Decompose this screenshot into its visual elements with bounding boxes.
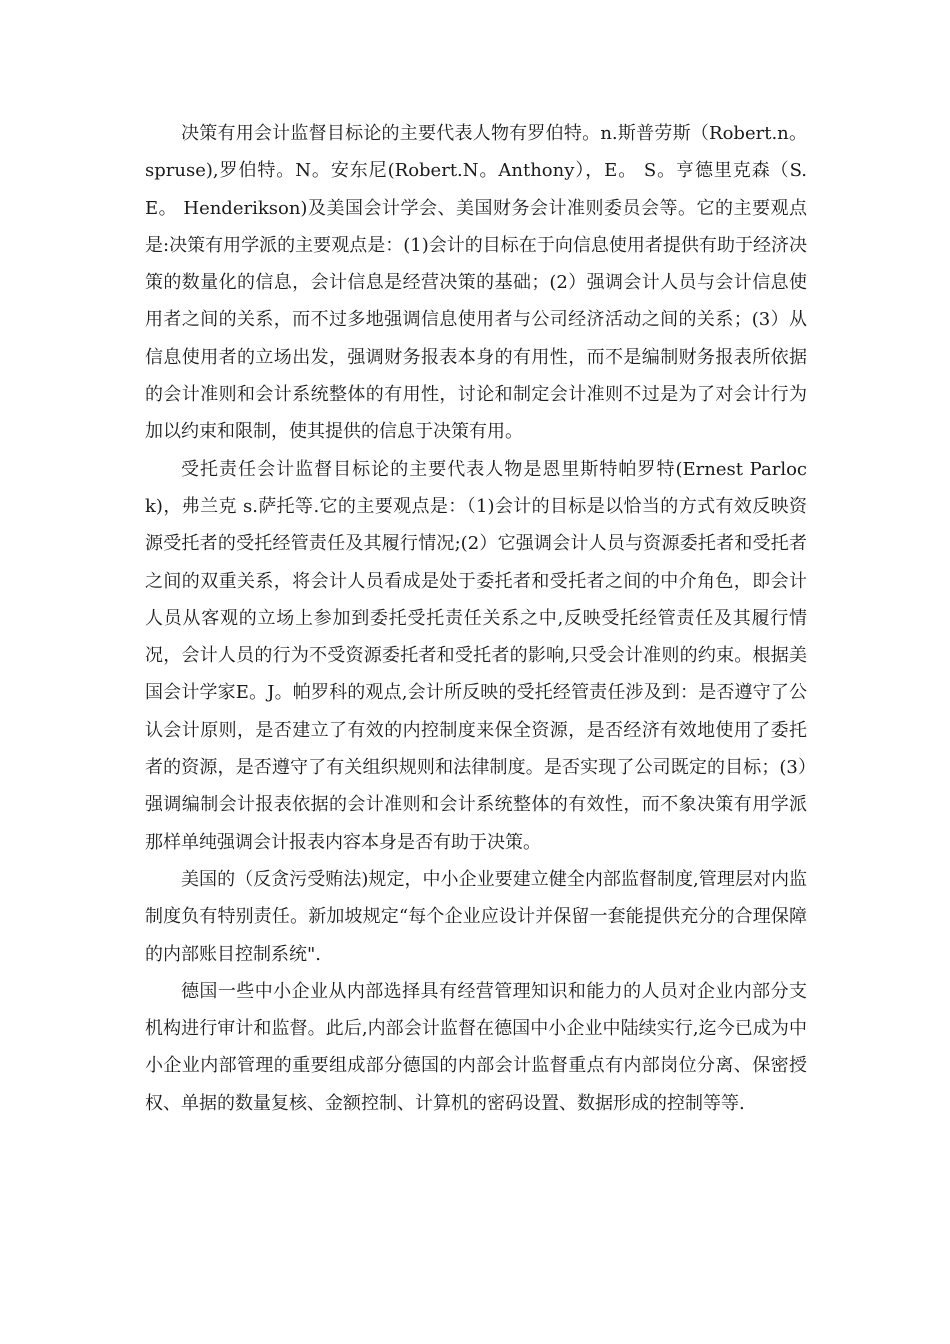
document-page (145, 115, 807, 1122)
paragraph-stewardship: 受托责任会计监督目标论的主要代表人物是恩里斯特帕罗特(Ernest Parlock)，弗兰克 s.萨托等.它的主要观点是：（1)会计的目标是以恰当的方式有效反映资源受托者的受托经管责任及其履行情况;(2）它强调会计人员与资源委托者和受托者之间的双重关系，将会计人员看成是处于委托者和受托者之间的中介角色，即会计人员从客观的立场上参加到委托受托责任关系之中,反映受托经管责任及其履行情况，会计人员的行为不受资源委托者和受托者的影响,只受会计准则的约束。根据美国会计学家E。J。帕罗科的观点,会计所反映的受托经管责任涉及到：是否遵守了公认会计原则，是否建立了有效的内控制度来保全资源，是否经济有效地使用了委托者的资源，是否遵守了有关组织规则和法律制度。是否实现了公司既定的目标；(3）强调编制会计报表依据的会计准则和会计系统整体的有效性，而不象决策有用学派那样单纯强调会计报表内容本身是否有助于决策。 (145, 458, 807, 853)
paragraph-decision-usefulness: 决策有用会计监督目标论的主要代表人物有罗伯特。n.斯普劳斯（Robert.n。 spruse),罗伯特。N。安东尼(Robert.N。Anthony），E。 S。亨德里克森（S. E。 Henderikson)及美国会计学会、美国财务会计准则委员会等。它的主要观点是:决策有用学派的主要观点是：(1)会计的目标在于向信息使用者提供有助于经济决策的数量化的信息，会计信息是经营决策的基础；(2）强调会计人员与会计信息使用者之间的关系，而不过多地强调信息使用者与公司经济活动之间的关系；(3）从信息使用者的立场出发，强调财务报表本身的有用性，而不是编制财务报表所依据的会计准则和会计系统整体的有用性，讨论和制定会计准则不过是为了对会计行为加以约束和限制，使其提供的信息于决策有用。 (145, 123, 807, 443)
paragraph-germany: 德国一些中小企业从内部选择具有经营管理知识和能力的人员对企业内部分支机构进行审计和监督。此后,内部会计监督在德国中小企业中陆续实行,迄今已成为中小企业内部管理的重要组成部分德国的内部会计监督重点有内部岗位分离、保密授权、单据的数量复核、金额控制、计算机的密码设置、数据形成的控制等等. (145, 980, 807, 1114)
paragraph-us-singapore: 美国的（反贪污受贿法)规定，中小企业要建立健全内部监督制度,管理层对内监制度负有特别责任。新加坡规定“每个企业应设计并保留一套能提供充分的合理保障的内部账目控制系统". (145, 868, 807, 965)
